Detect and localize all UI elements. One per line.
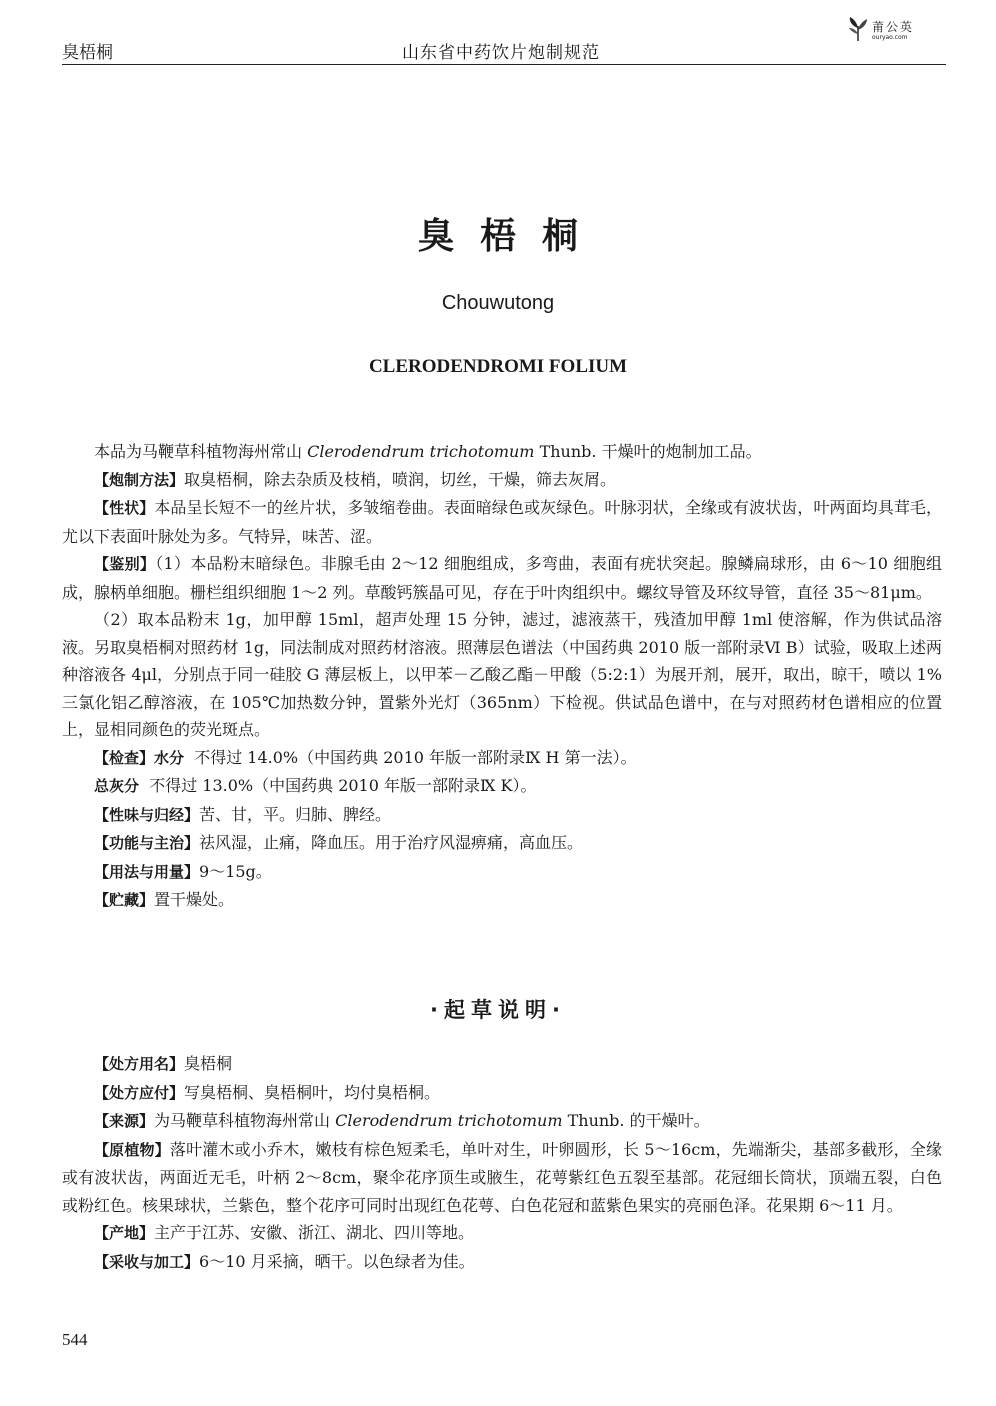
sub-label: 总灰分 — [94, 777, 140, 795]
processing-paragraph: 【炮制方法】取臭梧桐，除去杂质及枝梢，喷润，切丝，干燥，筛去灰屑。 — [94, 469, 617, 489]
character-paragraph: 【性状】本品呈长短不一的丝片状，多皱缩卷曲。表面暗绿色或灰绿色。叶脉羽状，全缘或有波状齿，叶两面均具茸毛，尤以下表面叶脉处为多。气特异，味苦、涩。 — [62, 498, 942, 546]
function-paragraph: 【功能与主治】祛风湿，止痛，降血压。用于治疗风湿痹痛，高血压。 — [94, 833, 584, 852]
header-rule — [62, 64, 946, 65]
drafting-notes-heading: ·起草说明· — [430, 998, 566, 1022]
section-label: 【贮藏】 — [94, 891, 155, 909]
site-logo — [846, 16, 936, 46]
section-label: 【原植物】 — [94, 1140, 170, 1159]
monograph-body — [62, 438, 942, 915]
storage-paragraph: 【贮藏】置干燥处。 — [94, 890, 235, 909]
section-label: 【性状】 — [94, 499, 155, 517]
section-label: 【功能与主治】 — [94, 834, 200, 852]
section-label: 【炮制方法】 — [94, 470, 185, 489]
rx-dispense-paragraph: 【处方应付】写臭梧桐、臭梧桐叶，均付臭梧桐。 — [94, 1082, 441, 1102]
harvest-paragraph: 【采收与加工】6～10 月采摘，晒干。以色绿者为佳。 — [94, 1251, 475, 1271]
origin-paragraph: 【产地】主产于江苏、安徽、浙江、湖北、四川等地。 — [94, 1223, 475, 1242]
monograph-pinyin: Chouwutong — [441, 292, 555, 314]
plant-paragraph: 【原植物】落叶灌木或小乔木，嫩枝有棕色短柔毛，单叶对生，叶卵圆形，长 5～16cm，先端渐尖，基部多截形，全缘或有波状齿，两面近无毛，叶柄 2～8cm，聚伞花序顶生或腋生，花萼紫红色五裂至基部。花冠细长筒状，顶端五裂，白色或粉红色。核果球状，兰紫色，整个花序可同时出现红色花萼、白色花冠和蓝紫色果实的亮丽色泽。花果期 6～11 月。 — [62, 1139, 942, 1215]
monograph-title: 臭梧桐 — [417, 216, 604, 257]
running-head-title: 臭梧桐 — [62, 43, 113, 63]
section-label: 【产地】 — [94, 1224, 155, 1242]
nature-paragraph: 【性味与归经】苦、甘，平。归肺、脾经。 — [94, 804, 392, 824]
page-number: 544 — [62, 1330, 88, 1349]
inspection-ash-paragraph: 总灰分 不得过 13.0%（中国药典 2010 年版一部附录Ⅸ K）。 — [94, 776, 537, 795]
logo-name: 莆公英 — [872, 20, 915, 34]
section-label: 【用法与用量】 — [94, 862, 200, 881]
page-header — [62, 0, 946, 66]
leaf-logo-icon — [846, 16, 870, 42]
section-label: 【处方应付】 — [94, 1083, 185, 1102]
running-head-book: 山东省中药饮片炮制规范 — [402, 43, 600, 63]
identification-paragraph-1: 【鉴别】（1）本品粉末暗绿色。非腺毛由 2～12 细胞组成，多弯曲，表面有疣状突起。腺鳞扁球形，由 6～10 细胞组成，腺柄单细胞。栅栏组织细胞 1～2 列。草酸钙簇晶可见，存在于叶肉组织中。螺纹导管及环纹导管，直径 35～81μm。 — [62, 554, 942, 602]
section-label: 【性味与归经】 — [94, 805, 200, 824]
rx-name-paragraph: 【处方用名】臭梧桐 — [94, 1054, 233, 1073]
identification-paragraph-2: （2）取本品粉末 1g，加甲醇 15ml，超声处理 15 分钟，滤过，滤液蒸干，残渣加甲醇 1ml 使溶解，作为供试品溶液。另取臭梧桐对照药材 1g，同法制成对照药材溶液。照薄层色谱法（中国药典 2010 版一部附录Ⅵ B）试验，吸取上述两种溶液各 4μl，分别点于同一硅胶 G 薄层板上，以甲苯－乙酸乙酯－甲酸（5:2:1）为展开剂，展开，取出，晾干，喷以 1% 三氯化铝乙醇溶液，在 105℃加热数分钟，置紫外光灯（365nm）下检视。供试品色谱中，在与对照药材色谱相应的位置上，显相同颜色的荧光斑点。 — [62, 610, 942, 739]
species-name: Clerodendrum trichotomum — [307, 442, 535, 461]
logo-url: ouryao.com — [872, 34, 908, 41]
sub-label: 水分 — [154, 748, 185, 767]
section-label: 【采收与加工】 — [94, 1252, 200, 1271]
dosage-paragraph: 【用法与用量】9～15g。 — [94, 861, 272, 881]
source-paragraph: 【来源】为马鞭草科植物海州常山 Clerodendrum trichotomum Thunb. 的干燥叶。 — [94, 1111, 710, 1130]
monograph-latin-name: CLERODENDROMI FOLIUM — [368, 356, 628, 377]
species-name: Clerodendrum trichotomum — [335, 1111, 563, 1130]
section-label: 【处方用名】 — [94, 1055, 185, 1073]
section-label: 【检查】 — [94, 748, 155, 767]
intro-paragraph: 本品为马鞭草科植物海州常山 Clerodendrum trichotomum Thunb. 干燥叶的炮制加工品。 — [94, 442, 762, 461]
section-label: 【鉴别】 — [94, 555, 156, 573]
inspection-water-paragraph: 【检查】水分 不得过 14.0%（中国药典 2010 年版一部附录Ⅸ H 第一法）。 — [94, 747, 637, 767]
section-label: 【来源】 — [94, 1112, 155, 1130]
drafting-notes-body — [62, 1050, 942, 1276]
